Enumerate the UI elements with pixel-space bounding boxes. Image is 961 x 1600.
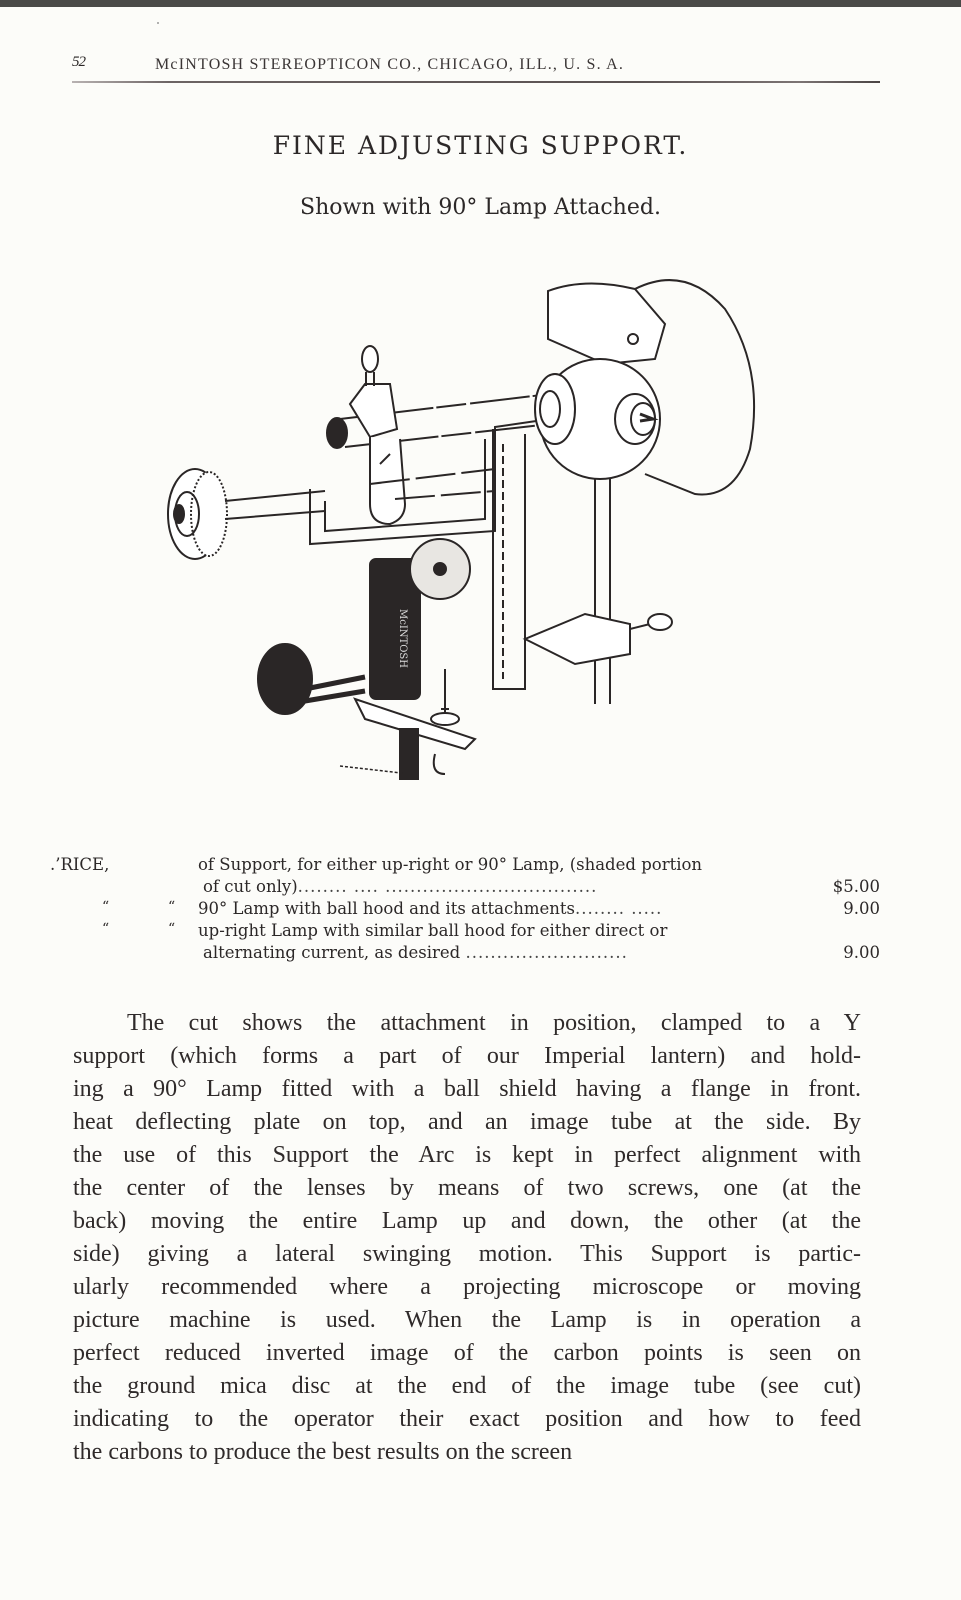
ditto-mark: “	[102, 921, 110, 937]
lamp-mechanism-icon	[258, 539, 475, 779]
price-list	[50, 855, 880, 965]
body-line: perfect reduced inverted image of the carbon points is seen on	[73, 1340, 861, 1366]
price-item-desc: of Support, for either up-right or 90° Lamp, (shaded portion	[198, 855, 703, 874]
running-head	[72, 54, 880, 76]
body-line: ing a 90° Lamp fitted with a ball shield having a flange in front.	[73, 1076, 861, 1102]
price-item-lamp-90	[50, 899, 880, 921]
viewer-top-bar	[0, 0, 961, 7]
scan-speck	[157, 22, 159, 24]
handwheel-icon	[168, 469, 227, 559]
body-line: the ground mica disc at the end of the image tube (see cut)	[73, 1373, 861, 1399]
body-line: the use of this Support the Arc is kept in perfect alignment with	[73, 1142, 861, 1168]
price-item-desc-cont: of cut only)........ .... ..................................	[203, 877, 598, 896]
price-item-desc: 90° Lamp with ball hood and its attachments........ .....	[198, 899, 663, 918]
body-line: back) moving the entire Lamp up and down, the other (at the	[73, 1208, 861, 1234]
price-amount: 9.00	[843, 943, 880, 962]
document-page	[0, 7, 961, 1600]
body-line: indicating to the operator their exact position and how to feed	[73, 1406, 861, 1432]
price-item-support	[50, 855, 880, 877]
body-line: the carbons to produce the best results on the screen	[73, 1439, 573, 1465]
price-item-lamp-upright-cont	[50, 943, 880, 965]
page-number: 52	[72, 54, 85, 70]
ditto-mark: “	[168, 921, 176, 937]
price-amount: 9.00	[843, 899, 880, 918]
lamp-hood-icon	[535, 280, 754, 494]
body-line: picture machine is used. When the Lamp is in operation a	[73, 1307, 861, 1333]
body-paragraph	[73, 1007, 861, 1469]
body-line: The cut shows the attachment in position, clamped to a Y	[127, 1010, 861, 1036]
page-title: FINE ADJUSTING SUPPORT.	[272, 131, 689, 160]
price-item-desc-cont: alternating current, as desired ..........................	[203, 943, 628, 962]
price-lead: .’RICE,	[50, 855, 110, 874]
body-line: side) giving a lateral swinging motion. This Support is partic-	[73, 1241, 861, 1267]
body-line: the center of the lenses by means of two screws, one (at the	[73, 1175, 861, 1201]
ditto-mark: “	[168, 899, 176, 915]
price-item-lamp-upright	[50, 921, 880, 943]
running-head-title: McINTOSH STEREOPTICON CO., CHICAGO, ILL., U. S. A.	[155, 56, 625, 73]
header-rule	[72, 81, 880, 83]
lamp-support-illustration	[165, 269, 780, 804]
svg-text:McINTOSH: McINTOSH	[397, 609, 408, 668]
price-item-support-cont	[50, 877, 880, 899]
body-line: support (which forms a part of our Imperial lantern) and hold-	[73, 1043, 861, 1069]
price-amount: $5.00	[832, 877, 880, 896]
body-line: heat deflecting plate on top, and an image tube at the side. By	[73, 1109, 861, 1135]
body-line: ularly recommended where a projecting microscope or moving	[73, 1274, 861, 1300]
page-subtitle: Shown with 90° Lamp Attached.	[300, 195, 661, 220]
ditto-mark: “	[102, 899, 110, 915]
price-item-desc: up-right Lamp with similar ball hood for either direct or	[198, 921, 668, 940]
